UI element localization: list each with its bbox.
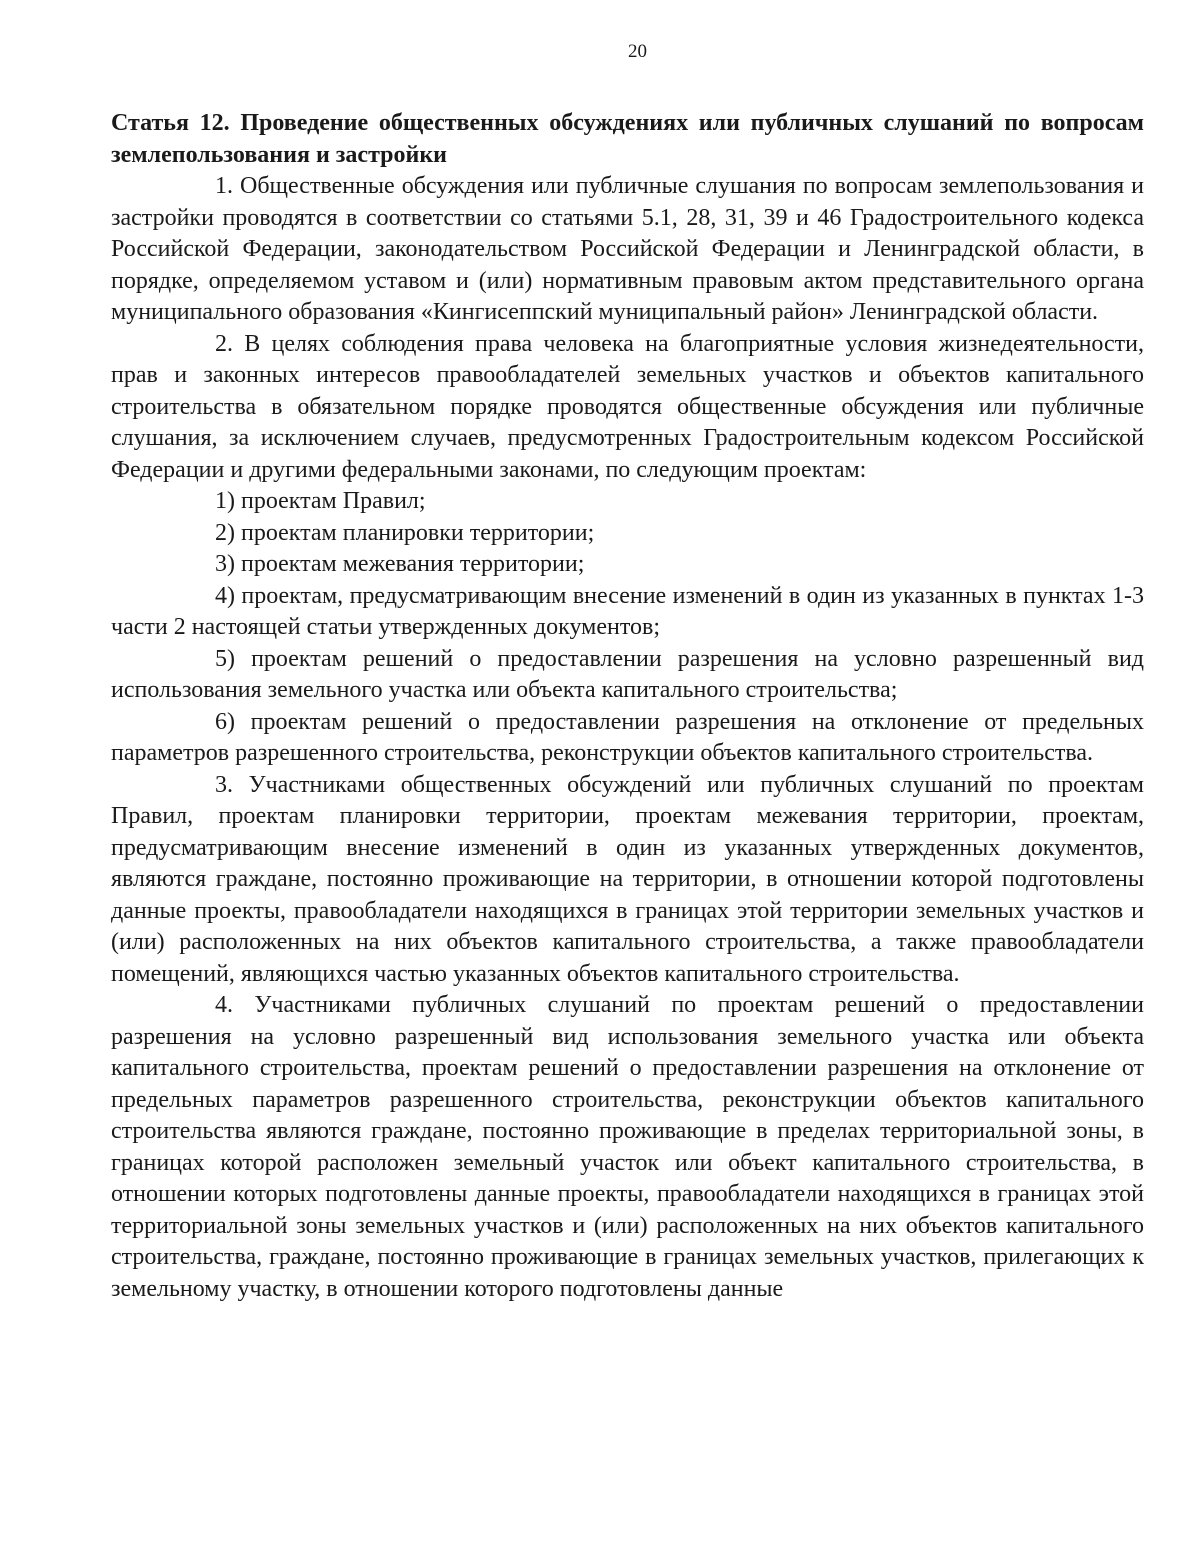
- article-title: Статья 12. Проведение общественных обсуждениях или публичных слушаний по вопросам землепользования и застройки: [111, 110, 1144, 168]
- list-item-2: 2) проектам планировки территории;: [215, 519, 595, 546]
- paragraph-4: 4. Участниками публичных слушаний по проектам решений о предоставлении разрешения на условно разрешенный вид использования земельного участка или объекта капитального строительства, проектам решений о предоставлении разрешения на отклонение от предельных параметров разрешенного строительства, реконструкции объектов капитального строительства являются граждане, постоянно проживающие в пределах территориальной зоны, в границах которой расположен земельный участок или объект капитального строительства, в отношении которых подготовлены данные проекты, правообладатели находящихся в границах этой территориальной зоны земельных участков и (или) расположенных на них объектов капитального строительства, граждане, постоянно проживающие в границах земельных участков, прилегающих к земельному участку, в отношении которого подготовлены данные: [111, 992, 1144, 1302]
- document-page: [111, 40, 1144, 1305]
- list-item-1: 1) проектам Правил;: [215, 488, 426, 514]
- list-item-5: 5) проектам решений о предоставлении разрешения на условно разрешенный вид использования земельного участка или объекта капитального строительства;: [111, 645, 1144, 703]
- list-item-3: 3) проектам межевания территории;: [215, 551, 585, 577]
- paragraph-2: 2. В целях соблюдения права человека на благоприятные условия жизнедеятельности, прав и законных интересов правообладателей земельных участков и объектов капитального строительства в обязательном порядке проводятся общественные обсуждения или публичные слушания, за исключением случаев, предусмотренных Градостроительным кодексом Российской Федерации и другими федеральными законами, по следующим проектам:: [111, 330, 1144, 483]
- paragraph-3: 3. Участниками общественных обсуждений или публичных слушаний по проектам Правил, проектам планировки территории, проектам межевания территории, проектам, предусматривающим внесение изменений в один из указанных утвержденных документов, являются граждане, постоянно проживающие на территории, в отношении которой подготовлены данные проекты, правообладатели находящихся в границах этой территории земельных участков и (или) расположенных на них объектов капитального строительства, а также правообладатели помещений, являющихся частью указанных объектов капитального строительства.: [111, 771, 1144, 987]
- paragraph-1: 1. Общественные обсуждения или публичные слушания по вопросам землепользования и застройки проводятся в соответствии со статьями 5.1, 28, 31, 39 и 46 Градостроительного кодекса Российской Федерации, законодательством Российской Федерации и Ленинградской области, в порядке, определяемом уставом и (или) нормативным правовым актом представительного органа муниципального образования «Кингисеппский муниципальный район» Ленинградской области.: [111, 173, 1144, 325]
- list-item-4: 4) проектам, предусматривающим внесение изменений в один из указанных в пунктах 1-3 части 2 настоящей статьи утвержденных документов;: [111, 582, 1144, 640]
- list-item-6: 6) проектам решений о предоставлении разрешения на отклонение от предельных параметров разрешенного строительства, реконструкции объектов капитального строительства.: [111, 708, 1144, 766]
- page-number: 20: [628, 41, 647, 62]
